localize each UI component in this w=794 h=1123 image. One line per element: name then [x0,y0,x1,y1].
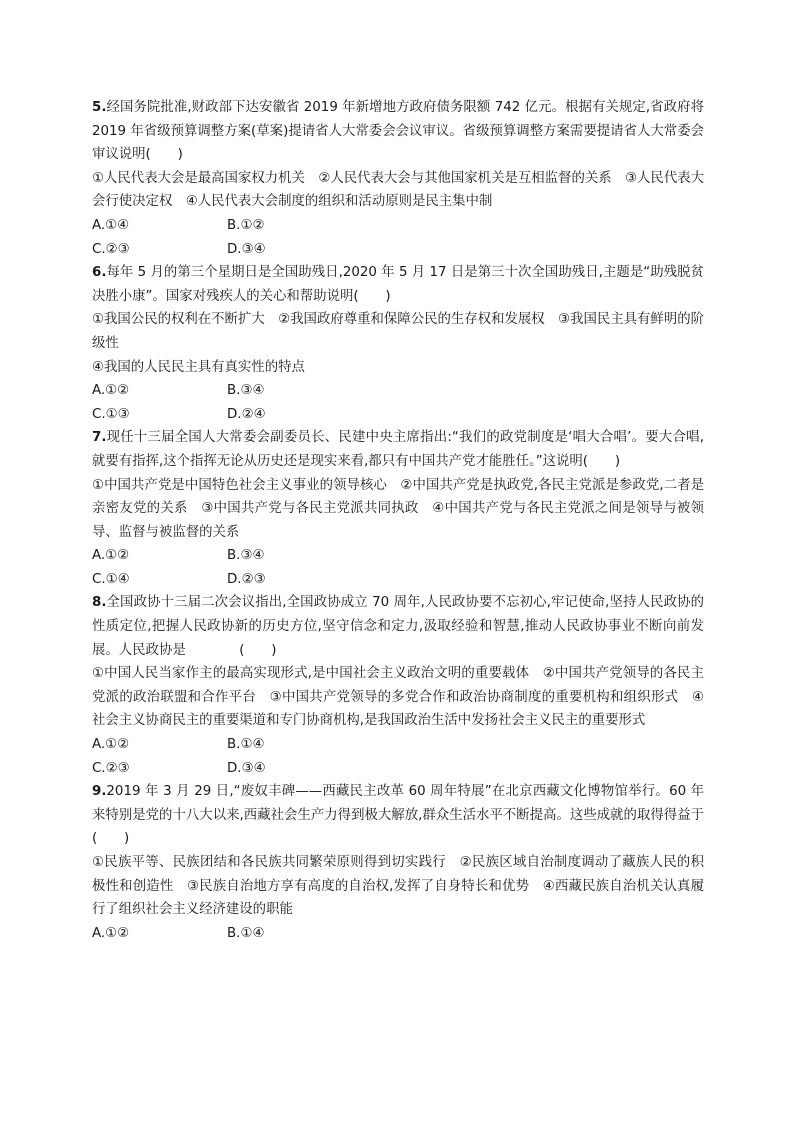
option-a[interactable]: A.①② [92,548,130,564]
option-b[interactable]: B.①④ [227,925,265,941]
option-d[interactable]: D.②③ [227,571,266,587]
question-number: 6. [92,265,107,281]
option-a[interactable]: A.①② [92,737,130,753]
question-number: 7. [92,430,107,446]
statement-line: ①我国公民的权利在不断扩大 ②我国政府尊重和保障公民的生存权和发展权 ③我国民主具有鲜明的阶级性 [92,312,704,351]
option-a[interactable]: A.①② [92,383,130,399]
question-stem [92,261,704,308]
question-text: 经国务院批准,财政部下达安徽省 2019 年新增地方政府债务限额 742 亿元。根据有关规定,省政府将 2019 年省级预算调整方案(草案)提请省人大常委会会议审议。省级预算调整方案需要提请省人大常委会审议说明( ) [92,100,704,163]
option-a[interactable]: A.①② [92,925,130,941]
option-b[interactable]: B.③④ [227,383,265,399]
question-stem [92,591,704,662]
question-5 [92,96,704,261]
question-text: 全国政协十三届二次会议指出,全国政协成立 70 周年,人民政协要不忘初心,牢记使命,坚持人民政协的性质定位,把握人民政协新的历史方位,坚守信念和定力,汲取经验和智慧,推动人民政协事业不断向前发展。人民政协是 ( ) [92,595,704,658]
question-number: 5. [92,100,107,115]
option-c[interactable]: C.②③ [92,241,130,257]
option-c[interactable]: C.①④ [92,571,130,587]
option-row [92,403,704,427]
option-b[interactable]: B.①④ [227,737,265,753]
option-c[interactable]: C.①③ [92,406,130,422]
statement-line: ①人民代表大会是最高国家权力机关 ②人民代表大会与其他国家机关是互相监督的关系 ③人民代表大会行使决定权 ④人民代表大会制度的组织和活动原则是民主集中制 [92,170,704,210]
option-row [92,757,704,781]
option-d[interactable]: D.③④ [227,241,266,257]
option-a[interactable]: A.①④ [92,217,130,233]
option-row [92,568,704,592]
option-b[interactable]: B.①② [227,217,265,233]
exam-page [92,96,704,945]
statement-line: ①民族平等、民族团结和各民族共同繁荣原则得到切实践行 ②民族区域自治制度调动了藏族人民的积极性和创造性 ③民族自治地方享有高度的自治权,发挥了自身特长和优势 ④西藏民族自治机关认真履行了组织社会主义经济建设的职能 [92,855,704,918]
statement-line: ④我国的人民民主具有真实性的特点 [92,359,305,375]
question-6 [92,261,704,426]
option-row [92,922,704,946]
option-row [92,238,704,262]
question-7 [92,426,704,591]
question-8 [92,591,704,780]
statement-line: ①中国人民当家作主的最高实现形式,是中国社会主义政治文明的重要载体 ②中国共产党领导的各民主党派的政治联盟和合作平台 ③中国共产党领导的多党合作和政治协商制度的重要机构和组织形式 ④社会主义协商民主的重要渠道和专门协商机构,是我国政治生活中发扬社会主义民主的重要形式 [92,666,704,729]
option-b[interactable]: B.③④ [227,548,265,564]
question-number: 8. [92,595,107,611]
option-d[interactable]: D.②④ [227,406,266,422]
option-d[interactable]: D.③④ [227,760,266,776]
option-row [92,214,704,238]
question-stem [92,780,704,851]
statement-line: ①中国共产党是中国特色社会主义事业的领导核心 ②中国共产党是执政党,各民主党派是参政党,二者是亲密友党的关系 ③中国共产党与各民主党派共同执政 ④中国共产党与各民主党派之间是领导与被领导、监督与被监督的关系 [92,477,704,540]
question-text: 每年 5 月的第三个星期日是全国助残日,2020 年 5 月 17 日是第三十次全国助残日,主题是“助残脱贫 决胜小康”。国家对残疾人的关心和帮助说明( ) [92,265,704,304]
option-row [92,379,704,403]
question-9 [92,780,704,945]
question-stem [92,96,704,167]
question-number: 9. [92,784,107,800]
option-row [92,544,704,568]
option-c[interactable]: C.②③ [92,760,130,776]
question-text: 2019 年 3 月 29 日,“废奴丰碑——西藏民主改革 60 周年特展”在北京西藏文化博物馆举行。60 年来特别是党的十八大以来,西藏社会生产力得到极大解放,群众生活水平不断提高。这些成就的取得得益于( ) [92,784,704,847]
question-text: 现任十三届全国人大常委会副委员长、民建中央主席指出:“我们的政党制度是‘唱大合唱’。要大合唱,就要有指挥,这个指挥无论从历史还是现实来看,都只有中国共产党才能胜任。”这说明( ) [92,430,704,469]
option-row [92,733,704,757]
question-stem [92,426,704,473]
